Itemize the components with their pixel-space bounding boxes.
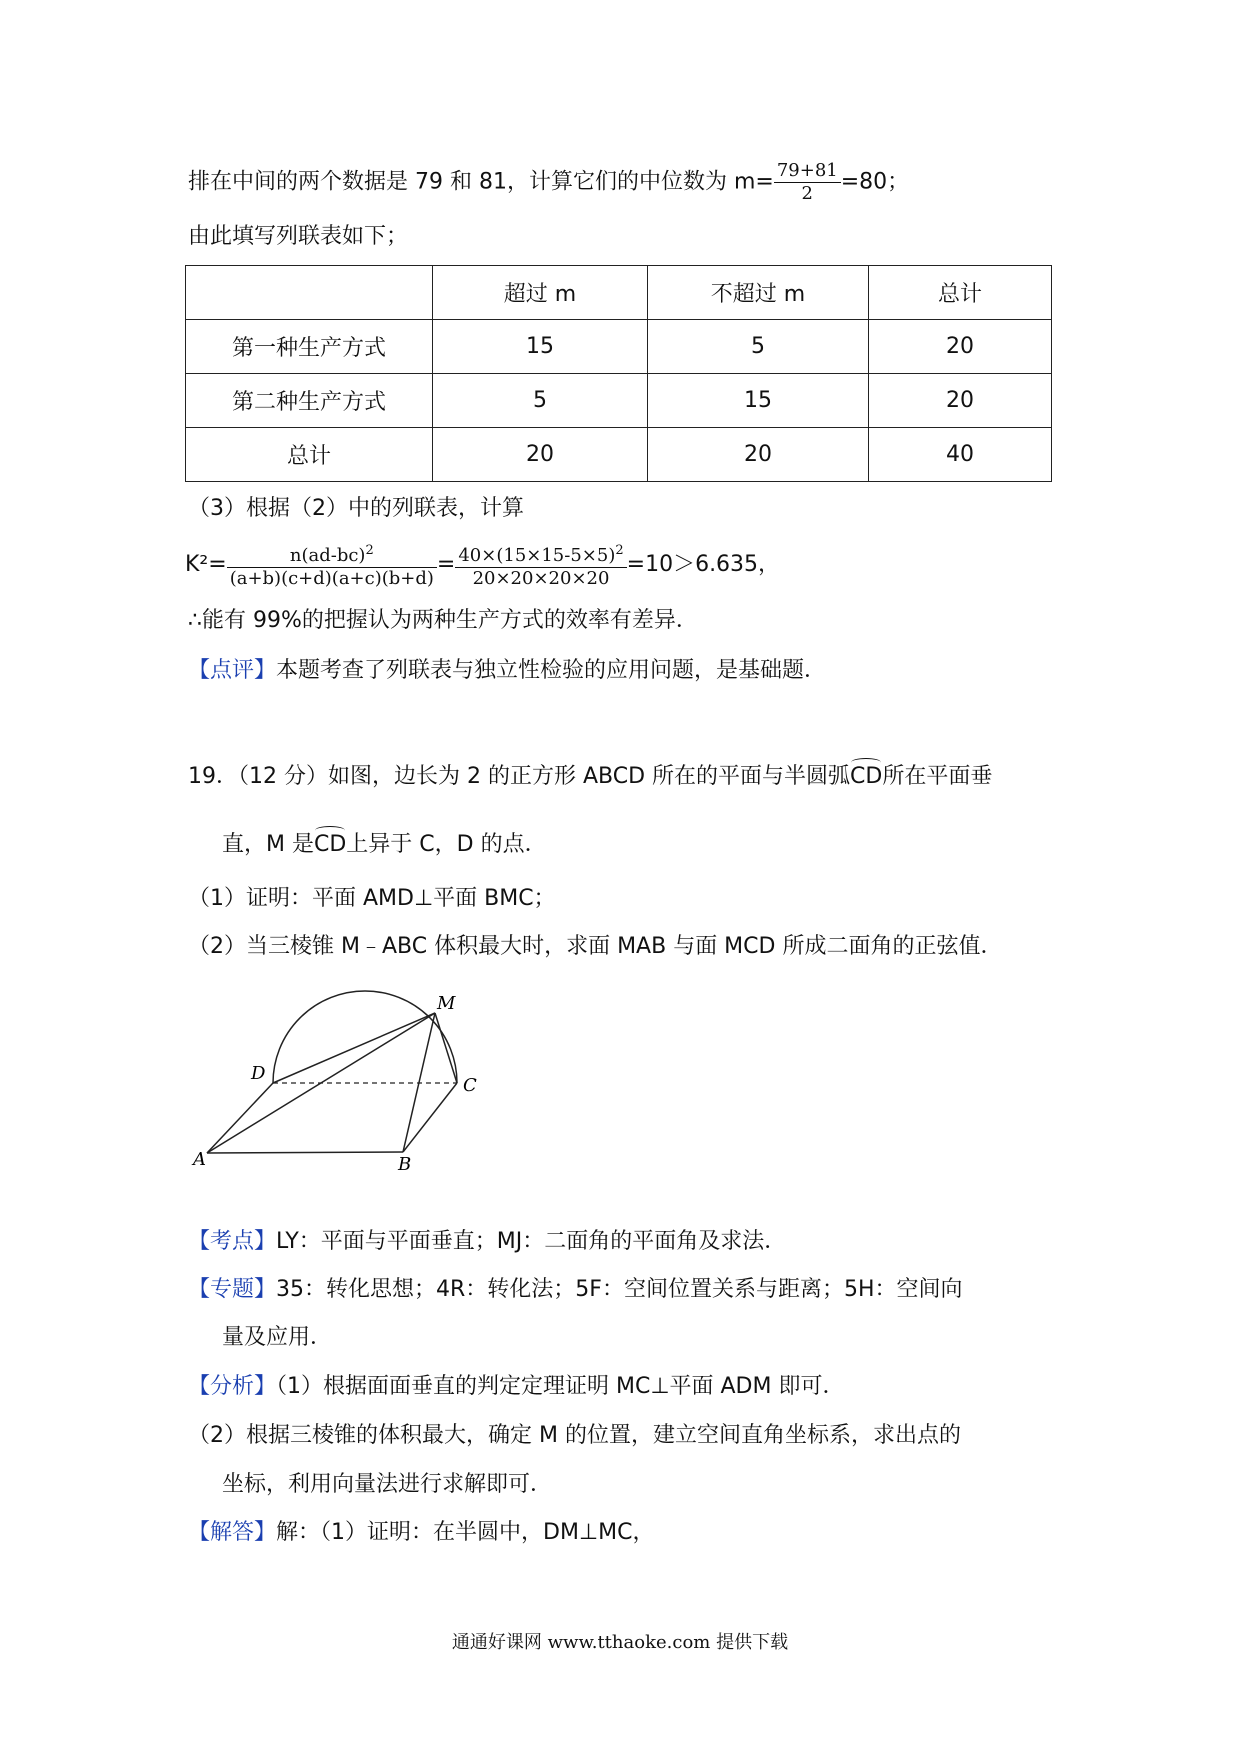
fenxi-tag: 【分析】 (188, 1374, 277, 1399)
table-intro: 由此填写列联表如下； (188, 224, 409, 249)
table-row (186, 374, 1052, 428)
k2-denominator: (a+b)(c+d)(a+c)(b+d) (229, 568, 434, 589)
label-a: A (193, 1149, 206, 1170)
q19-line1 (188, 762, 992, 792)
table-row (186, 320, 1052, 374)
table-cell: 20 (869, 374, 1052, 428)
table-cell: 5 (648, 320, 869, 374)
fraction-denominator: 2 (801, 183, 813, 204)
table-cell: 第一种生产方式 (186, 320, 433, 374)
q19-text-b: 所在平面垂 (882, 764, 993, 789)
edge-mc (435, 1013, 457, 1083)
comment-tag: 【点评】 (188, 658, 277, 683)
table-cell: 总计 (186, 428, 433, 482)
comment-text: 本题考查了列联表与独立性检验的应用问题，是基础题． (276, 658, 827, 683)
k2-numerator: n(ad-bc) (289, 545, 366, 566)
table-cell: 20 (869, 320, 1052, 374)
table-header-cell: 总计 (869, 266, 1052, 320)
fenxi-text2: （2）根据三棱锥的体积最大，确定 M 的位置，建立空间直角坐标系，求出点的 (188, 1423, 961, 1448)
contingency-table (185, 265, 1052, 482)
k2-values-numerator: 40×(15×15-5×5) (458, 545, 616, 566)
table-cell: 第二种生产方式 (186, 374, 433, 428)
table-cell: 15 (433, 320, 648, 374)
kaodian-tag: 【考点】 (188, 1229, 277, 1254)
table-header-cell: 超过 m (433, 266, 648, 320)
zhuanti-tag: 【专题】 (188, 1277, 277, 1302)
table-header-cell (186, 266, 433, 320)
table-cell: 20 (648, 428, 869, 482)
median-result: =80； (840, 169, 910, 195)
edge-md (273, 1013, 435, 1083)
table-cell: 40 (869, 428, 1052, 482)
label-d: D (251, 1063, 266, 1084)
q19-text-a: 19．（12 分）如图，边长为 2 的正方形 ABCD 所在的平面与半圆弧 (188, 764, 851, 789)
k2-result: =10＞6.635， (626, 552, 781, 577)
q19-line2-b: 上异于 C，D 的点． (346, 832, 547, 857)
table-row (186, 428, 1052, 482)
median-fraction (774, 160, 841, 205)
k2-equals: = (436, 552, 456, 577)
jieda-line (188, 1518, 654, 1548)
q19-part2: （2）当三棱锥 M﹣ABC 体积最大时，求面 MAB 与面 MCD 所成二面角的正弦值． (188, 934, 1003, 959)
q19-line2-a: 直，M 是 (222, 832, 314, 857)
table-cell: 20 (433, 428, 648, 482)
table-header-cell: 不超过 m (648, 266, 869, 320)
page-footer: 通通好课网 www.tthaoke.com 提供下载 (451, 1632, 789, 1653)
table-cell: 15 (648, 374, 869, 428)
part3-text: （3）根据（2）中的列联表，计算 (188, 496, 524, 521)
label-m: M (437, 993, 456, 1014)
comment-line (188, 656, 826, 686)
fenxi-text3: 坐标，利用向量法进行求解即可． (222, 1472, 553, 1497)
fenxi-line (188, 1372, 844, 1402)
k2-fraction-general (227, 540, 437, 590)
fraction-numerator: 79+81 (774, 160, 841, 183)
k2-numerator-exp: 2 (365, 543, 374, 558)
arc-cd-label: CD (850, 762, 882, 792)
arc-cd-label: CD (314, 830, 346, 860)
zhuanti-line (188, 1275, 963, 1305)
median-line (188, 160, 909, 205)
zhuanti-text-cont: 量及应用． (222, 1325, 333, 1350)
table-header-row (186, 266, 1052, 320)
edge-ab (207, 1152, 403, 1153)
k2-fraction-values (455, 540, 626, 590)
k2-values-numerator-exp: 2 (615, 543, 624, 558)
geometry-figure (185, 975, 505, 1175)
kaodian-text: LY：平面与平面垂直；MJ：二面角的平面角及求法． (276, 1229, 787, 1254)
jieda-tag: 【解答】 (188, 1520, 277, 1545)
label-c: C (463, 1075, 477, 1096)
fenxi-text: （1）根据面面垂直的判定定理证明 MC⊥平面 ADM 即可． (276, 1374, 845, 1399)
label-b: B (398, 1154, 412, 1175)
k2-lhs: K²= (185, 552, 227, 577)
conclusion-text: ∴能有 99%的把握认为两种生产方式的效率有差异． (188, 608, 698, 633)
jieda-text: 解：（1）证明：在半圆中，DM⊥MC， (276, 1520, 655, 1545)
k2-values-denominator: 20×20×20×20 (472, 568, 610, 589)
median-text: 排在中间的两个数据是 79 和 81，计算它们的中位数为 m= (188, 169, 774, 195)
q19-line2 (222, 830, 547, 860)
kaodian-line (188, 1227, 786, 1257)
k2-formula (185, 540, 780, 590)
table-cell: 5 (433, 374, 648, 428)
zhuanti-text: 35：转化思想；4R：转化法；5F：空间位置关系与距离；5H：空间向 (276, 1277, 963, 1302)
q19-part1: （1）证明：平面 AMD⊥平面 BMC； (188, 886, 556, 911)
